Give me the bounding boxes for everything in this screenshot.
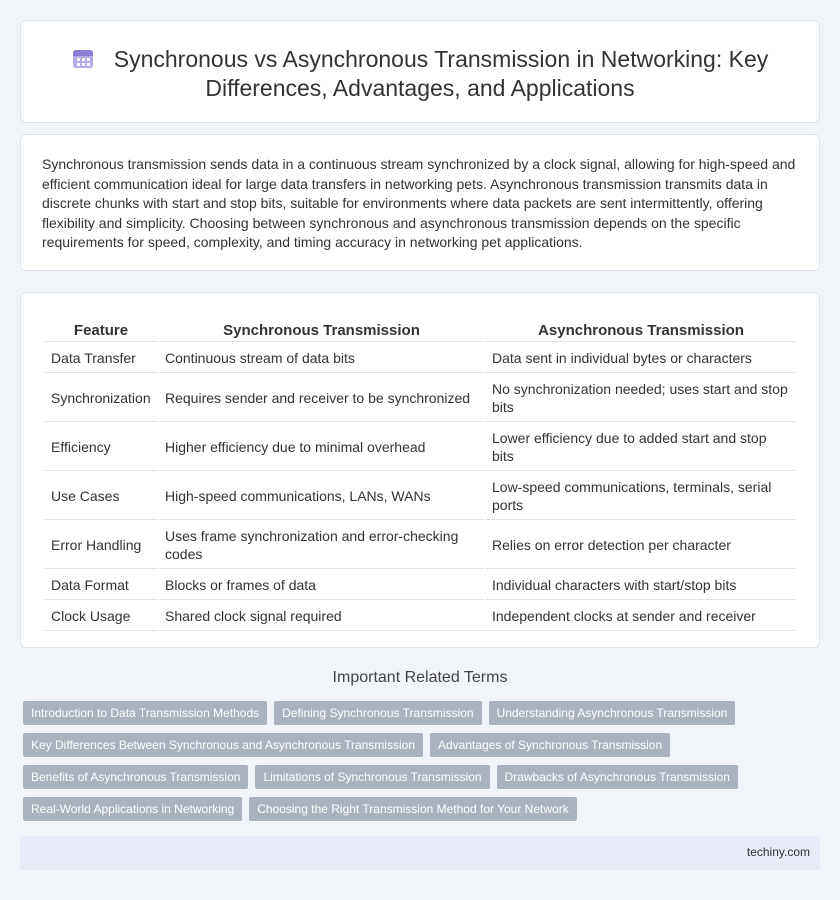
page-title xyxy=(61,45,779,103)
tag-row xyxy=(23,797,793,821)
table-cell: Low-speed communications, terminals, serial ports xyxy=(486,473,796,520)
table-cell: Efficiency xyxy=(45,424,157,471)
table-cell: Blocks or frames of data xyxy=(159,571,484,600)
table-cell: Data Transfer xyxy=(45,344,157,373)
related-term-tag[interactable]: Real-World Applications in Networking xyxy=(23,797,242,821)
table-row xyxy=(45,602,796,631)
table-cell: Error Handling xyxy=(45,522,157,569)
table-row xyxy=(45,344,796,373)
tag-row xyxy=(23,733,793,757)
table-cell: Individual characters with start/stop bits xyxy=(486,571,796,600)
comparison-table xyxy=(43,317,798,633)
table-cell: No synchronization needed; uses start and stop bits xyxy=(486,375,796,422)
table-cell: Higher efficiency due to minimal overhead xyxy=(159,424,484,471)
related-term-tag[interactable]: Choosing the Right Transmission Method for Your Network xyxy=(249,797,577,821)
table-row xyxy=(45,522,796,569)
table-cell: Relies on error detection per character xyxy=(486,522,796,569)
table-cell: Synchronization xyxy=(45,375,157,422)
table-cell: Uses frame synchronization and error-checking codes xyxy=(159,522,484,569)
calendar-icon xyxy=(72,47,94,69)
related-terms-title: Important Related Terms xyxy=(332,669,508,686)
header-synchronous: Synchronous Transmission xyxy=(159,319,484,342)
related-term-tag[interactable]: Defining Synchronous Transmission xyxy=(274,701,481,725)
table-cell: Use Cases xyxy=(45,473,157,520)
related-term-tag[interactable]: Advantages of Synchronous Transmission xyxy=(430,733,670,757)
table-row xyxy=(45,473,796,520)
header-card xyxy=(20,20,820,123)
table-cell: Independent clocks at sender and receiver xyxy=(486,602,796,631)
related-term-tag[interactable]: Limitations of Synchronous Transmission xyxy=(255,765,489,789)
table-cell: Data Format xyxy=(45,571,157,600)
intro-card xyxy=(20,134,820,271)
page-title-text: Synchronous vs Asynchronous Transmission in Networking: Key Differences, Advantages, and Applications xyxy=(113,46,769,101)
table-row xyxy=(45,571,796,600)
table-cell: Clock Usage xyxy=(45,602,157,631)
table-row xyxy=(45,424,796,471)
footer-site-link[interactable]: techiny.com xyxy=(746,845,810,859)
related-term-tag[interactable]: Drawbacks of Asynchronous Transmission xyxy=(497,765,738,789)
related-term-tag[interactable]: Benefits of Asynchronous Transmission xyxy=(23,765,248,789)
table-cell: High-speed communications, LANs, WANs xyxy=(159,473,484,520)
table-header-row xyxy=(45,319,796,342)
comparison-table-card xyxy=(20,292,820,648)
related-terms-list xyxy=(23,701,793,829)
intro-paragraph: Synchronous transmission sends data in a continuous stream synchronized by a clock signal, allowing for high-speed and efficient communication ideal for large data transfers in networking pets. Asynchronous transmission transmits data in discrete chunks with start and stop bits, suitable for environments where data packets are sent intermittently, offering flexibility and simplicity. Choosing between synchronous and asynchronous transmission depends on the specific requirements for speed, complexity, and timing accuracy in networking pet applications. xyxy=(42,156,796,251)
table-cell: Requires sender and receiver to be synchronized xyxy=(159,375,484,422)
table-row xyxy=(45,375,796,422)
header-asynchronous: Asynchronous Transmission xyxy=(486,319,796,342)
tag-row xyxy=(23,701,793,725)
table-cell: Lower efficiency due to added start and stop bits xyxy=(486,424,796,471)
tag-row xyxy=(23,765,793,789)
related-term-tag[interactable]: Introduction to Data Transmission Methods xyxy=(23,701,267,725)
header-feature: Feature xyxy=(45,319,157,342)
table-cell: Data sent in individual bytes or characters xyxy=(486,344,796,373)
related-term-tag[interactable]: Understanding Asynchronous Transmission xyxy=(489,701,736,725)
footer xyxy=(20,836,820,870)
table-cell: Shared clock signal required xyxy=(159,602,484,631)
related-term-tag[interactable]: Key Differences Between Synchronous and Asynchronous Transmission xyxy=(23,733,423,757)
table-cell: Continuous stream of data bits xyxy=(159,344,484,373)
